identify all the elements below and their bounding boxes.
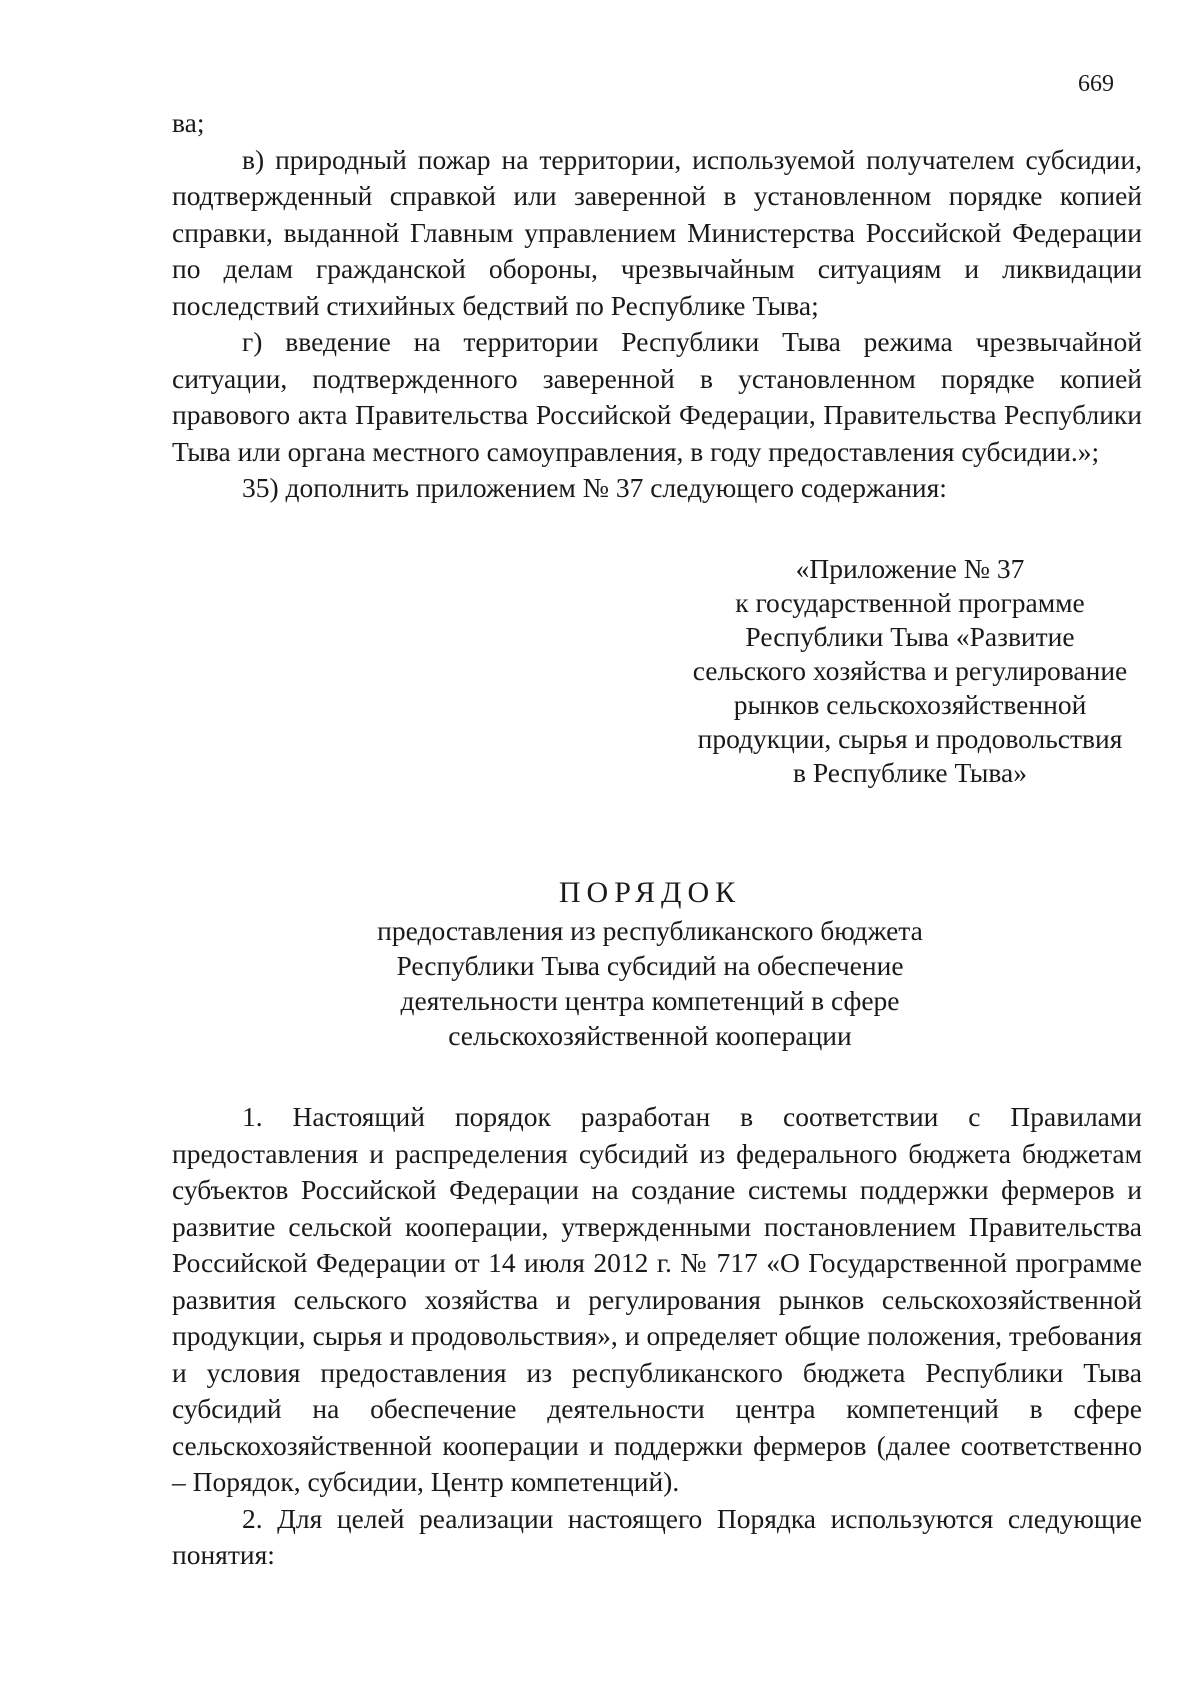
appendix-line: к государственной программе	[735, 587, 1085, 618]
appendix-line: в Республике Тыва»	[793, 757, 1027, 788]
appendix-line: Республики Тыва «Развитие	[745, 621, 1075, 652]
paragraph-item-35: 35) дополнить приложением № 37 следующего содержания:	[242, 472, 947, 503]
paragraph-item-g: г) введение на территории Республики Тыва режима чрезвычайной ситуации, подтвержденного заверенной в установленном порядке копией правового акта Правительства Российской Федерации, Правительства Республики Тыва или органа местного самоуправления, в году предоставления субсидии.»;	[172, 326, 1142, 467]
paragraph-1: 1. Настоящий порядок разработан в соответствии с Правилами предоставления и распределения субсидий из федерального бюджета бюджетам субъектов Российской Федерации на создание системы поддержки фермеров и развитие сельской кооперации, утвержденными постановлением Правительства Российской Федерации от 14 июля 2012 г. № 717 «О Государственной программе развития сельского хозяйства и регулирования рынков сельскохозяйственной продукции, сырья и продовольствия», и определяет общие положения, требования и условия предоставления из республиканского бюджета Республики Тыва субсидий на обеспечение деятельности центра компетенций в сфере сельскохозяйственной кооперации и поддержки фермеров (далее соответственно – Порядок, субсидии, Центр компетенций).	[172, 1101, 1142, 1497]
paragraph-2: 2. Для целей реализации настоящего Порядка используются следующие понятия:	[172, 1502, 1142, 1570]
title-subtitle-line: предоставления из республиканского бюджета	[377, 915, 923, 946]
title-heading: ПОРЯДОК	[558, 876, 742, 909]
title-subtitle-line: деятельности центра компетенций в сфере	[400, 985, 900, 1016]
paragraph-item-v: в) природный пожар на территории, используемой получателем субсидии, подтвержденный справкой или заверенной в установленном порядке копией справки, выданной Главным управлением Министерства Российской Федерации по делам гражданской обороны, чрезвычайным ситуациям и ликвидации последствий стихийных бедствий по Республике Тыва;	[172, 143, 1142, 321]
title-subtitle-line: Республики Тыва субсидий на обеспечение	[396, 950, 904, 981]
document-title	[250, 873, 1050, 1053]
appendix-line: «Приложение № 37	[795, 553, 1025, 584]
appendix-header	[660, 552, 1160, 790]
title-subtitle-line: сельскохозяйственной кооперации	[448, 1020, 852, 1051]
continuation-text: ва;	[172, 107, 205, 138]
appendix-line: сельского хозяйства и регулирование	[692, 655, 1128, 686]
appendix-line: продукции, сырья и продовольствия	[697, 723, 1123, 754]
top-section	[172, 105, 1142, 507]
appendix-line: рынков сельскохозяйственной	[733, 689, 1087, 720]
body-section	[172, 1099, 1142, 1574]
page-number: 669	[1078, 71, 1114, 97]
